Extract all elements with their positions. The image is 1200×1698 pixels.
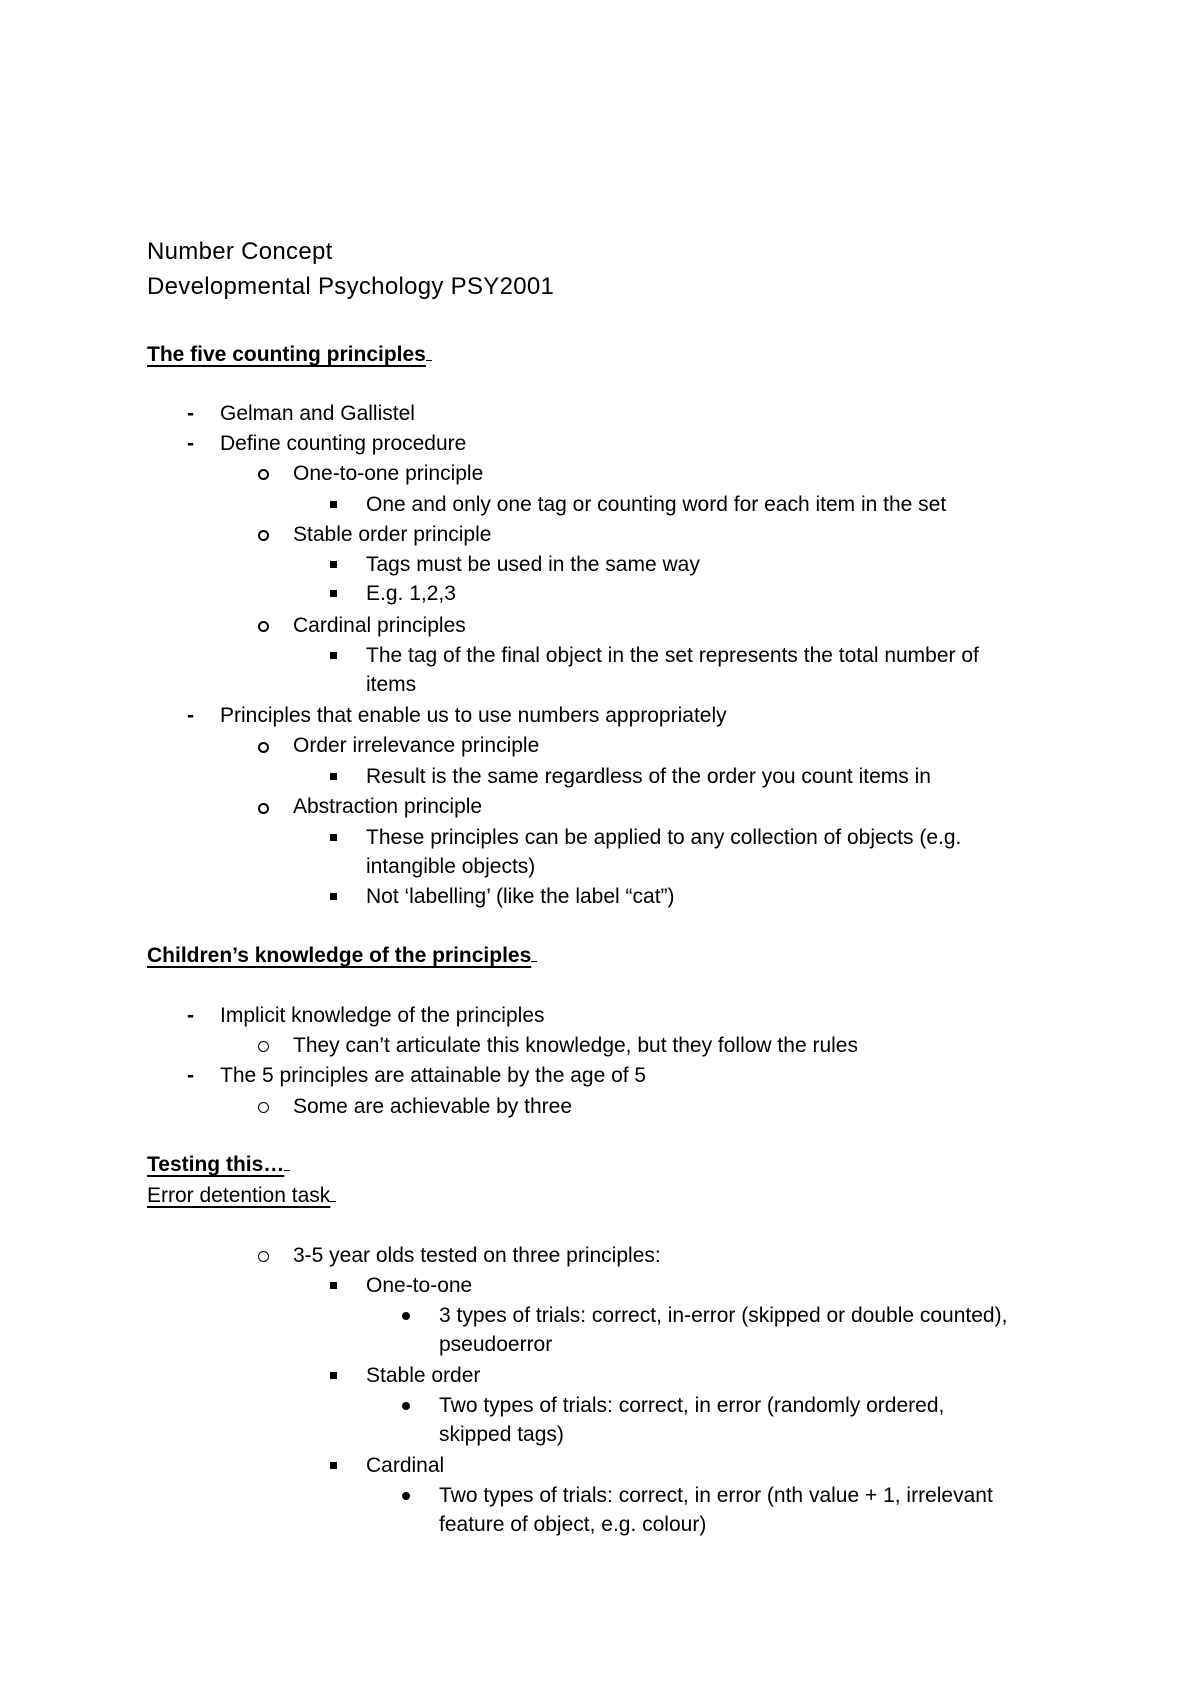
hollow-circle-bullet-icon [258, 469, 269, 480]
square-bullet-icon [330, 501, 337, 508]
list-item: The tag of the final object in the set represents the total number of [366, 644, 979, 667]
list-item: One and only one tag or counting word for each item in the set [366, 493, 947, 516]
square-bullet-icon [330, 1462, 337, 1469]
list-item: One-to-one principle [293, 462, 484, 485]
hollow-circle-bullet-icon [258, 530, 269, 541]
hollow-circle-bullet-icon [258, 1041, 269, 1052]
list-item: Cardinal principles [293, 614, 466, 637]
list-item: The 5 principles are attainable by the age of 5 [220, 1064, 647, 1087]
list-item: 3 types of trials: correct, in-error (skipped or double counted), [439, 1304, 1008, 1327]
list-item-continuation: items [366, 673, 417, 696]
list-item: These principles can be applied to any collection of objects (e.g. [366, 826, 962, 849]
hollow-circle-bullet-icon [258, 1251, 269, 1262]
dash-bullet-icon [187, 400, 194, 428]
list-item: They can’t articulate this knowledge, but they follow the rules [293, 1034, 858, 1057]
section-heading-counting-principles: The five counting principles [147, 341, 432, 369]
hollow-circle-bullet-icon [258, 621, 269, 632]
filled-circle-bullet-icon [402, 1402, 410, 1410]
hollow-circle-bullet-icon [258, 803, 269, 814]
list-item: Define counting procedure [220, 432, 467, 455]
list-item: Order irrelevance principle [293, 734, 540, 757]
section-heading-testing: Testing this… [147, 1151, 290, 1179]
list-item-continuation: pseudoerror [439, 1333, 553, 1356]
list-item: Stable order principle [293, 523, 492, 546]
course-title: Developmental Psychology PSY2001 [147, 273, 555, 300]
dash-bullet-icon [187, 430, 194, 458]
list-item: 3-5 year olds tested on three principles: [293, 1244, 661, 1267]
hollow-circle-bullet-icon [258, 742, 269, 753]
list-item: Abstraction principle [293, 795, 483, 818]
square-bullet-icon [330, 590, 337, 597]
square-bullet-icon [330, 893, 337, 900]
list-item: Cardinal [366, 1454, 445, 1477]
section-heading-childrens-knowledge: Children’s knowledge of the principles [147, 942, 537, 970]
list-item: One-to-one [366, 1274, 473, 1297]
list-item: Tags must be used in the same way [366, 553, 700, 576]
list-item: Not ‘labelling’ (like the label “cat”) [366, 885, 675, 908]
filled-circle-bullet-icon [402, 1492, 410, 1500]
document-title: Number Concept [147, 238, 333, 265]
dash-bullet-icon [187, 1002, 194, 1030]
list-item-continuation: intangible objects) [366, 855, 536, 878]
list-item: Principles that enable us to use numbers appropriately [220, 704, 727, 727]
list-item-continuation: skipped tags) [439, 1423, 564, 1446]
list-item: Result is the same regardless of the order you count items in [366, 765, 931, 788]
list-item: E.g. 1,2,3 [366, 582, 456, 605]
list-item: Two types of trials: correct, in error (randomly ordered, [439, 1394, 945, 1417]
filled-circle-bullet-icon [402, 1312, 410, 1320]
list-item: Gelman and Gallistel [220, 402, 415, 425]
square-bullet-icon [330, 773, 337, 780]
list-item: Two types of trials: correct, in error (nth value + 1, irrelevant [439, 1484, 993, 1507]
list-item-continuation: feature of object, e.g. colour) [439, 1513, 707, 1536]
list-item: Stable order [366, 1364, 481, 1387]
list-item: Implicit knowledge of the principles [220, 1004, 545, 1027]
dash-bullet-icon [187, 1062, 194, 1090]
section-subheading-error-task: Error detention task [147, 1182, 336, 1210]
dash-bullet-icon [187, 702, 194, 730]
square-bullet-icon [330, 834, 337, 841]
list-item: Some are achievable by three [293, 1095, 572, 1118]
square-bullet-icon [330, 561, 337, 568]
square-bullet-icon [330, 1282, 337, 1289]
hollow-circle-bullet-icon [258, 1102, 269, 1113]
square-bullet-icon [330, 1372, 337, 1379]
square-bullet-icon [330, 652, 337, 659]
